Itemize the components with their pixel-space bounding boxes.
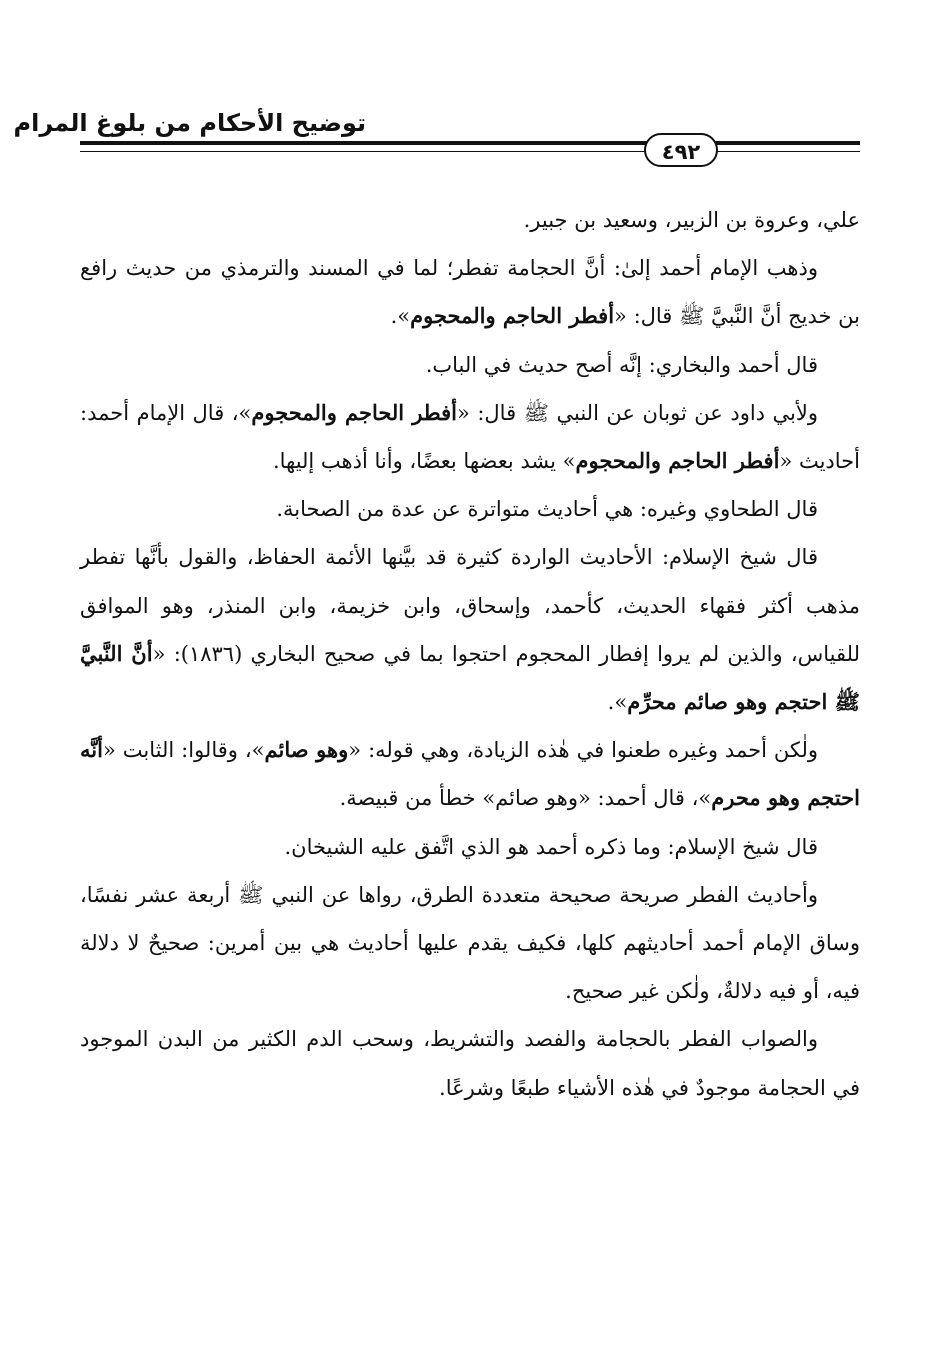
paragraph-10-text: والصواب الفطر بالحجامة والفصد والتشريط، وسحب الدم الكثير من البدن الموجود في الحجامة موجودٌ في هٰذه الأشياء طبعًا وشرعًا. [80, 1027, 860, 1100]
hadith-quote: أفطر الحاجم والمحجوم [410, 303, 615, 329]
paragraph-1 [80, 196, 860, 244]
paragraph-8-text: قال شيخ الإسلام: وما ذكره أحمد هو الذي اتَّفق عليه الشيخان. [284, 834, 818, 859]
header-rule-thin [80, 151, 860, 152]
quoted-phrase: أنَّه احتجم وهو محرم [80, 737, 860, 811]
paragraph-7-end: »، قال أحمد: «وهو صائم» خطأ من قبيصة. [339, 786, 712, 811]
paragraph-2 [80, 244, 860, 340]
paragraph-4-text-2: »، قال الإمام أحمد: أحاديث « [80, 400, 860, 474]
paragraph-9 [80, 871, 860, 1016]
paragraph-6-end: ». [607, 690, 628, 715]
hadith-quote: أفطر الحاجم والمحجوم [251, 399, 457, 425]
paragraph-3 [80, 341, 860, 389]
paragraph-4 [80, 389, 860, 485]
paragraph-6-text: قال شيخ الإسلام: الأحاديث الواردة كثيرة قد بيَّنها الأئمة الحفاظ، والقول بأنَّها تفطر مذهب أكثر فقهاء الحديث، كأحمد، وإسحاق، وابن خزيمة، وابن المنذر، وهو الموافق للقياس، والذين لم يروا إفطار المحجوم احتجوا بما في صحيح البخاري (١٨٣٦): « [80, 545, 860, 666]
paragraph-2-end: ». [390, 304, 411, 329]
paragraph-5 [80, 485, 860, 533]
paragraph-4-end: » يشد بعضها بعضًا، وأنا أذهب إليها. [272, 449, 576, 474]
paragraph-9-text: وأحاديث الفطر صريحة صحيحة متعددة الطرق، رواها عن النبي ﷺ أربعة عشر نفسًا، وساق الإمام أحمد أحاديثهم كلها، فكيف يقدم عليها أحاديث هي بين أمرين: صحيحٌ لا دلالة فيه، أو فيه دلالةٌ، ولٰكن غير صحيح. [80, 882, 860, 1004]
paragraph-7-text: ولٰكن أحمد وغيره طعنوا في هٰذه الزيادة، وهي قوله: « [348, 738, 819, 763]
paragraph-8 [80, 823, 860, 871]
header-rule-thick [80, 141, 860, 145]
hadith-quote: أفطر الحاجم والمحجوم [575, 448, 780, 474]
paragraph-4-text: ولأبي داود عن ثوبان عن النبي ﷺ قال: « [456, 400, 818, 425]
paragraph-2-text: وذهب الإمام أحمد إلىٰ: أنَّ الحجامة تفطر؛ لما في المسند والترمذي من حديث رافع بن خديج أنَّ النَّبيَّ ﷺ قال: « [80, 256, 860, 329]
paragraph-6 [80, 533, 860, 726]
paragraph-5-text: قال الطحاوي وغيره: هي أحاديث متواترة عن عدة من الصحابة. [276, 497, 818, 522]
page-body [80, 196, 860, 1112]
page-number: ٤٩٢ [644, 133, 718, 167]
paragraph-3-text: قال أحمد والبخاري: إنَّه أصح حديث في الباب. [425, 352, 818, 377]
paragraph-7-text-2: »، وقالوا: الثابت « [102, 738, 265, 763]
hadith-quote: أنَّ النَّبيَّ ﷺ احتجم وهو صائم محرِّم [80, 640, 860, 715]
quoted-phrase: وهو صائم [264, 737, 349, 763]
book-title: توضيح الأحكام من بلوغ المرام [13, 109, 366, 137]
paragraph-1-text: علي، وعروة بن الزبير، وسعيد بن جبير. [523, 208, 860, 232]
paragraph-10 [80, 1015, 860, 1111]
paragraph-7 [80, 726, 860, 822]
